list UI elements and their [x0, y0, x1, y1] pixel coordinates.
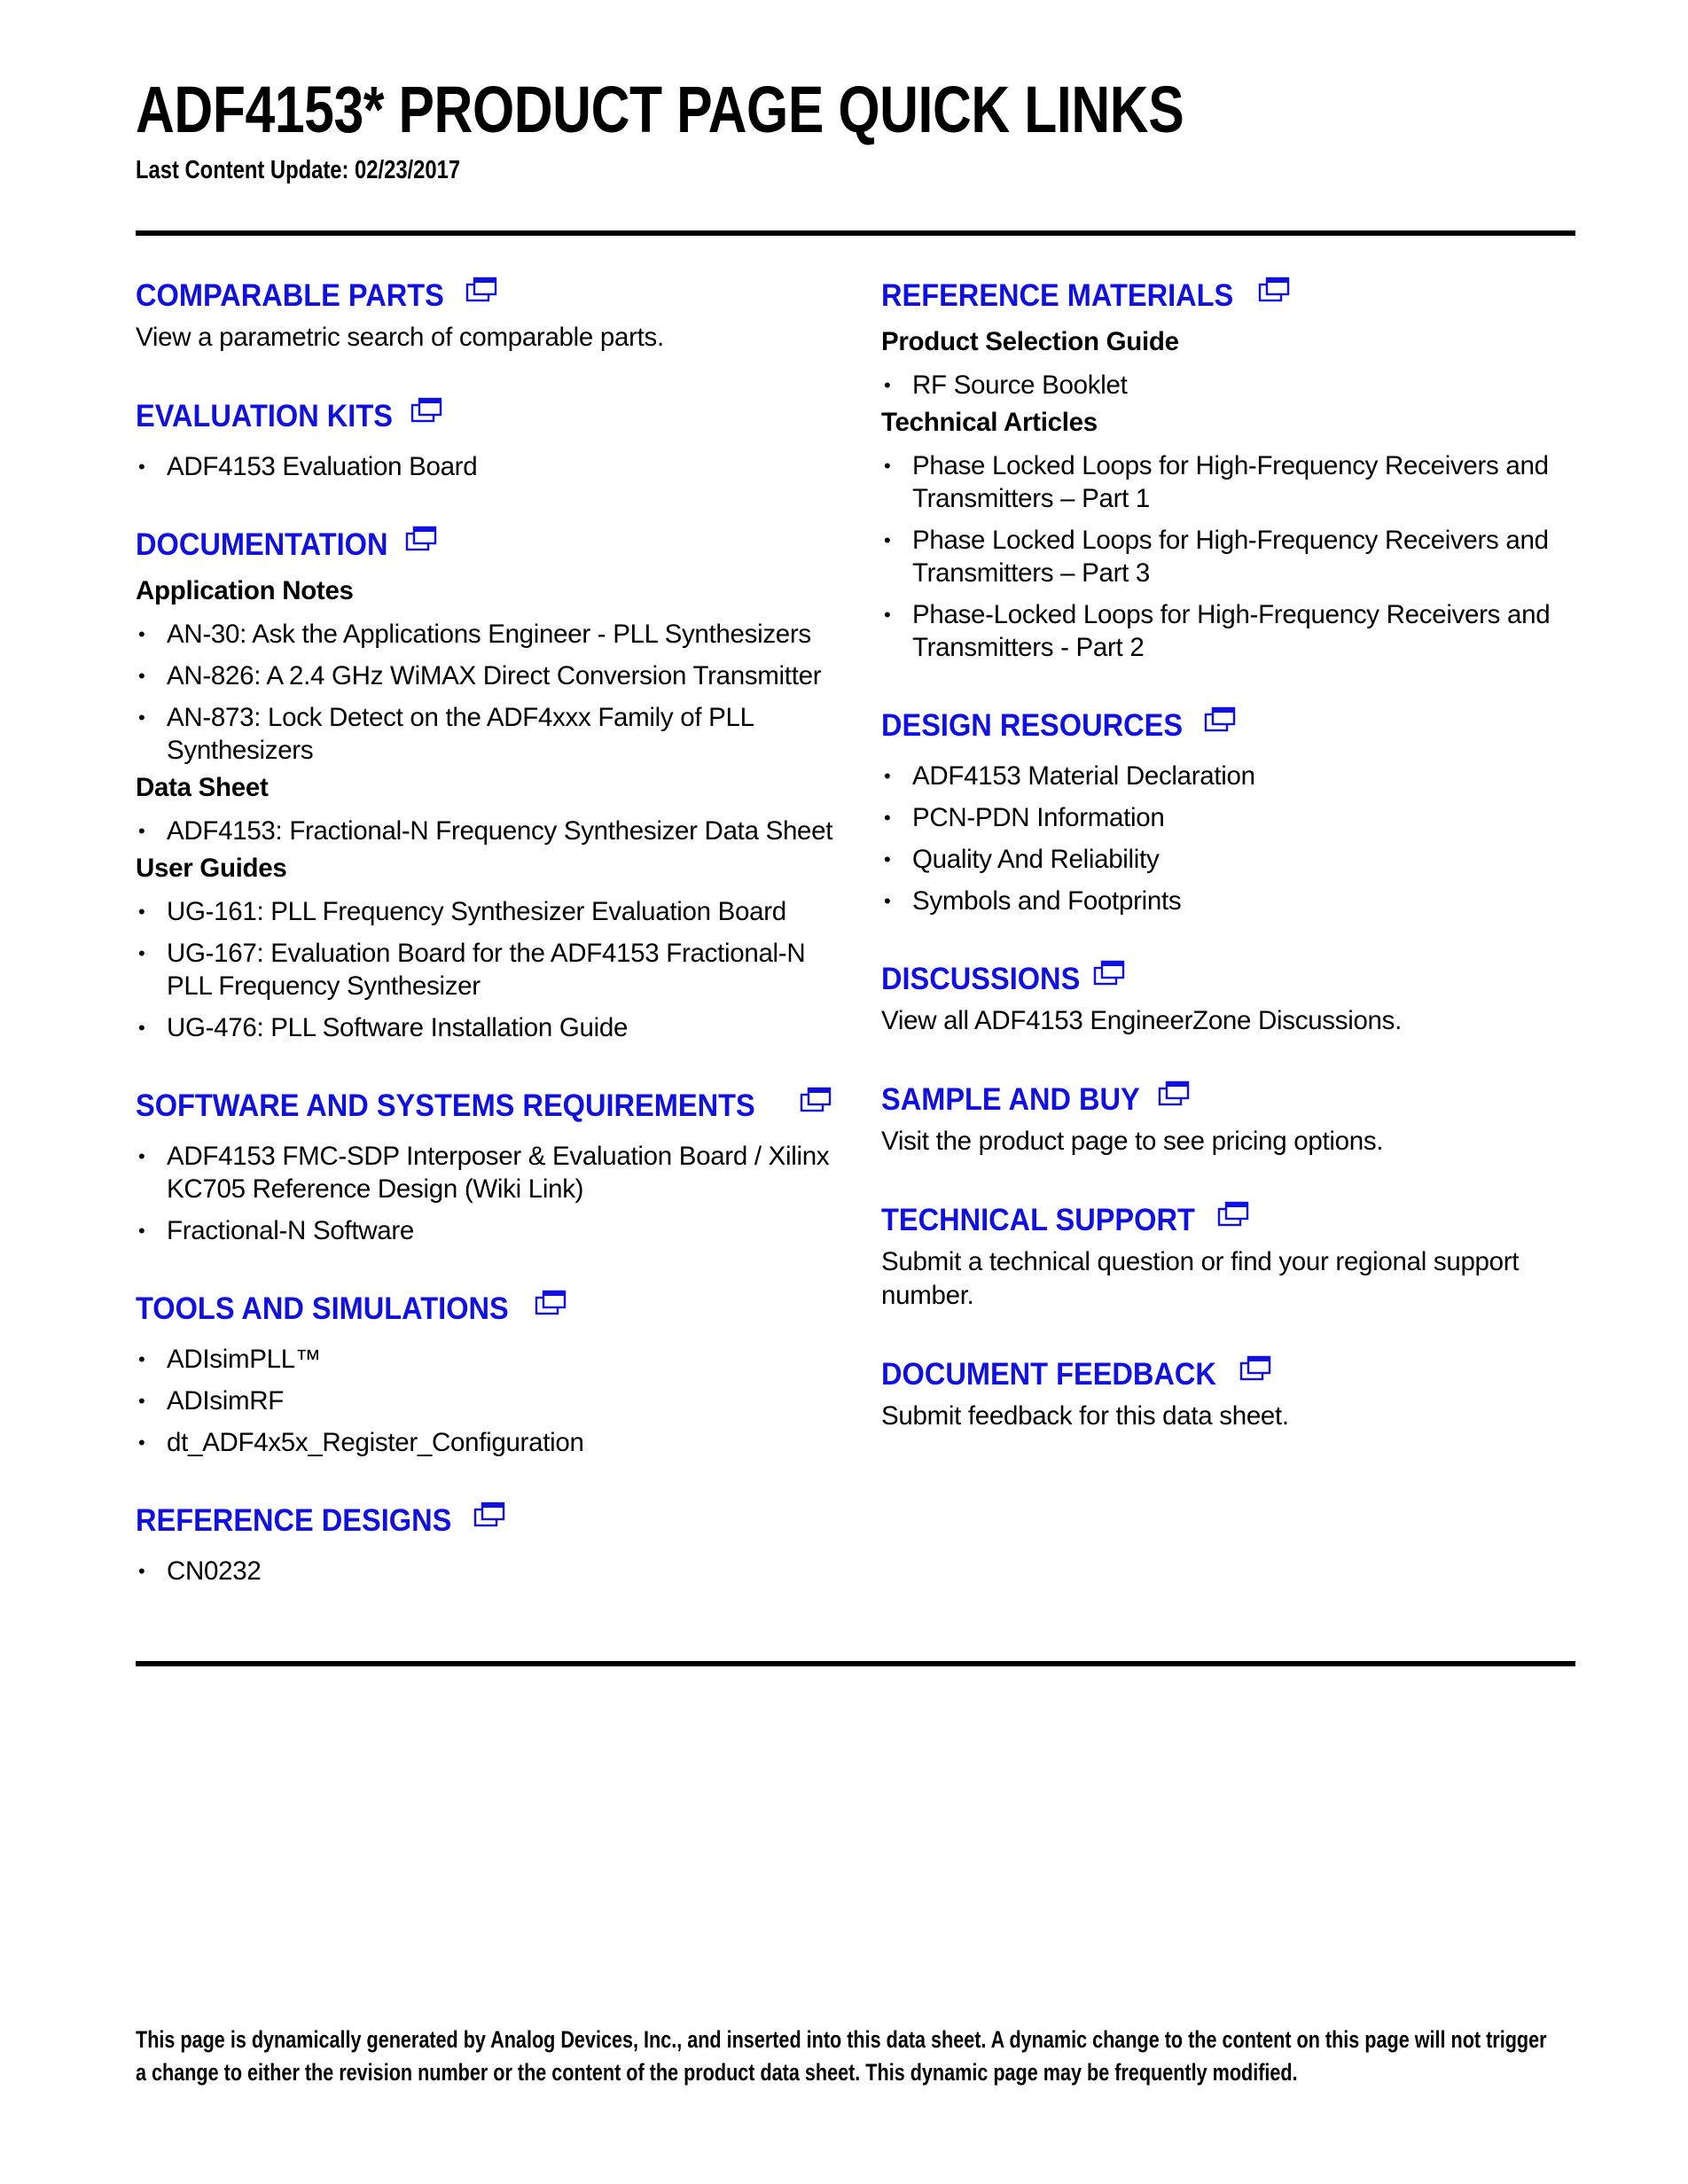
list-item[interactable]: • PCN-PDN Information: [881, 801, 1582, 834]
application-notes-heading: Application Notes: [136, 576, 354, 605]
list-item[interactable]: • ADIsimRF: [136, 1384, 845, 1417]
bottom-divider: [136, 1661, 1575, 1666]
list-item[interactable]: • Phase Locked Loops for High-Frequency Receivers and Transmitters – Part 3: [881, 524, 1582, 589]
technical-articles-list: [881, 449, 1582, 664]
sample-and-buy-heading[interactable]: [881, 1075, 1582, 1125]
list-item[interactable]: • CN0232: [136, 1555, 845, 1587]
external-link-icon[interactable]: [1091, 959, 1127, 989]
list-item[interactable]: • ADF4153 Material Declaration: [881, 760, 1582, 792]
sample-and-buy-text[interactable]: Visit the product page to see pricing options.: [881, 1127, 1384, 1156]
external-link-icon[interactable]: [409, 396, 444, 426]
comparable-parts-title: COMPARABLE PARTS: [136, 278, 444, 313]
sample-and-buy-section: [881, 1075, 1582, 1158]
evaluation-kits-section: [136, 392, 845, 483]
list-item[interactable]: • Symbols and Footprints: [881, 885, 1582, 917]
right-column: [881, 271, 1582, 1433]
product-selection-guide-heading: Product Selection Guide: [881, 327, 1179, 356]
list-item[interactable]: • Phase-Locked Loops for High-Frequency Receivers and Transmitters - Part 2: [881, 598, 1582, 664]
documentation-heading[interactable]: [136, 520, 845, 570]
documentation-section: [136, 520, 845, 1044]
technical-support-title: TECHNICAL SUPPORT: [881, 1203, 1195, 1237]
tools-title: TOOLS AND SIMULATIONS: [136, 1291, 509, 1326]
external-link-icon[interactable]: [533, 1289, 568, 1319]
design-resources-section: [881, 701, 1582, 917]
footer-disclaimer: This page is dynamically generated by Analog Devices, Inc., and inserted into this data sheet. A dynamic change to the content on this page will not trigger a change to either the revision number or the content of the product data sheet. This dynamic page may be frequently modified.: [136, 2026, 1547, 2086]
design-resources-list: [881, 760, 1582, 917]
comparable-parts-text[interactable]: View a parametric search of comparable parts.: [136, 323, 664, 352]
list-item[interactable]: • UG-161: PLL Frequency Synthesizer Evaluation Board: [136, 895, 845, 928]
design-resources-heading[interactable]: [881, 701, 1582, 751]
data-sheet-list: [136, 815, 845, 847]
document-feedback-heading[interactable]: [881, 1350, 1582, 1400]
list-item[interactable]: • Quality And Reliability: [881, 843, 1582, 876]
software-section: [136, 1081, 845, 1247]
list-item[interactable]: • AN-30: Ask the Applications Engineer - PLL Synthesizers: [136, 618, 845, 651]
document-feedback-section: [881, 1350, 1582, 1433]
tools-heading[interactable]: [136, 1284, 845, 1334]
list-item[interactable]: • Fractional-N Software: [136, 1214, 845, 1247]
reference-materials-section: [881, 271, 1582, 664]
list-item[interactable]: • RF Source Booklet: [881, 369, 1582, 402]
reference-designs-section: [136, 1496, 845, 1587]
discussions-heading[interactable]: [881, 955, 1582, 1004]
external-link-icon[interactable]: [464, 276, 499, 306]
software-heading[interactable]: [136, 1081, 845, 1131]
sample-and-buy-title: SAMPLE AND BUY: [881, 1082, 1140, 1117]
list-item[interactable]: • ADF4153: Fractional-N Frequency Synthesizer Data Sheet: [136, 815, 845, 847]
tools-section: [136, 1284, 845, 1459]
design-resources-title: DESIGN RESOURCES: [881, 708, 1184, 743]
documentation-title: DOCUMENTATION: [136, 527, 388, 562]
list-item[interactable]: • UG-476: PLL Software Installation Guide: [136, 1011, 845, 1044]
list-item[interactable]: • ADF4153 Evaluation Board: [136, 450, 845, 483]
evaluation-kits-title: EVALUATION KITS: [136, 399, 393, 433]
external-link-icon[interactable]: [798, 1086, 833, 1116]
left-column: [136, 271, 845, 1587]
top-divider: [136, 230, 1575, 236]
reference-materials-heading[interactable]: [881, 271, 1582, 321]
discussions-title: DISCUSSIONS: [881, 962, 1081, 996]
last-content-update: Last Content Update: 02/23/2017: [136, 156, 461, 184]
comparable-parts-heading[interactable]: [136, 271, 845, 321]
software-title: SOFTWARE AND SYSTEMS REQUIREMENTS: [136, 1088, 755, 1123]
technical-support-section: [881, 1196, 1582, 1313]
application-notes-list: [136, 618, 845, 767]
reference-designs-list: [136, 1555, 845, 1587]
list-item[interactable]: • ADIsimPLL™: [136, 1343, 845, 1376]
technical-support-text[interactable]: Submit a technical question or find your regional support number.: [881, 1247, 1520, 1310]
list-item[interactable]: • UG-167: Evaluation Board for the ADF4153 Fractional-N PLL Frequency Synthesizer: [136, 937, 845, 1002]
document-feedback-title: DOCUMENT FEEDBACK: [881, 1357, 1216, 1392]
tools-list: [136, 1343, 845, 1459]
discussions-text[interactable]: View all ADF4153 EngineerZone Discussions.: [881, 1006, 1403, 1035]
external-link-icon[interactable]: [1238, 1354, 1273, 1384]
product-selection-guide-list: [881, 369, 1582, 402]
list-item[interactable]: • Phase Locked Loops for High-Frequency Receivers and Transmitters – Part 1: [881, 449, 1582, 515]
technical-support-heading[interactable]: [881, 1196, 1582, 1245]
external-link-icon[interactable]: [403, 525, 439, 555]
evaluation-kits-heading[interactable]: [136, 392, 845, 441]
document-feedback-text[interactable]: Submit feedback for this data sheet.: [881, 1401, 1289, 1431]
data-sheet-heading: Data Sheet: [136, 773, 269, 802]
list-item[interactable]: • dt_ADF4x5x_Register_Configuration: [136, 1426, 845, 1459]
comparable-parts-section: [136, 271, 845, 355]
list-item[interactable]: • AN-826: A 2.4 GHz WiMAX Direct Conversion Transmitter: [136, 659, 845, 692]
list-item[interactable]: • ADF4153 FMC-SDP Interposer & Evaluation Board / Xilinx KC705 Reference Design (Wiki Link): [136, 1140, 845, 1205]
reference-designs-heading[interactable]: [136, 1496, 845, 1546]
user-guides-heading: User Guides: [136, 854, 287, 883]
list-item[interactable]: • AN-873: Lock Detect on the ADF4xxx Family of PLL Synthesizers: [136, 701, 845, 767]
external-link-icon[interactable]: [472, 1501, 507, 1531]
external-link-icon[interactable]: [1156, 1080, 1192, 1110]
user-guides-list: [136, 895, 845, 1044]
discussions-section: [881, 955, 1582, 1038]
evaluation-kits-list: [136, 450, 845, 483]
external-link-icon[interactable]: [1256, 276, 1292, 306]
external-link-icon[interactable]: [1215, 1200, 1251, 1230]
reference-materials-title: REFERENCE MATERIALS: [881, 278, 1234, 313]
technical-articles-heading: Technical Articles: [881, 408, 1098, 437]
external-link-icon[interactable]: [1202, 706, 1238, 736]
page-title: ADF4153* PRODUCT PAGE QUICK LINKS: [136, 73, 1184, 146]
software-list: [136, 1140, 845, 1247]
reference-designs-title: REFERENCE DESIGNS: [136, 1503, 452, 1538]
